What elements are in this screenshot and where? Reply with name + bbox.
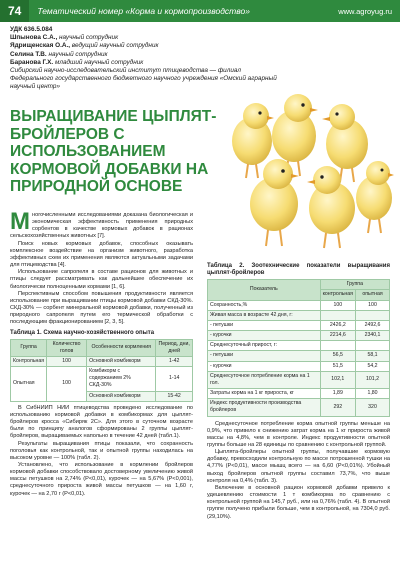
chick-6 <box>356 161 394 233</box>
page-header <box>0 0 400 22</box>
table-row: Затраты корма на 1 кг прироста, кг 1,89 1,80 <box>208 389 390 399</box>
udc-code: УДК 636.5.084 <box>10 26 53 33</box>
paragraph: Цыплята-бройлеры опытной группы, получавшие кормовую добавку, превосходили контрольную по массе потрошенной тушки на 4,77% (P<0,01), массе мышц всего — на 6,60 (P<0,01%). Убойный выход бройлеров опытной группы составил 73,7%, что выше контроля на 0,4% (табл. 3). <box>207 449 390 484</box>
table-row: Опытная 100 Комбикорм с содержанием 2% СКД-30% 1-14 <box>11 367 193 391</box>
table-1-caption: Таблица 1. Схема научно-хозяйственного опыта <box>10 329 155 336</box>
article-title: ВЫРАЩИВАНИЕ ЦЫПЛЯТ-БРОЙЛЕРОВ С ИСПОЛЬЗОВАНИЕМ КОРМОВОЙ ДОБАВКИ НА ПРИРОДНОЙ ОСНОВЕ <box>10 108 217 195</box>
table-row: Контрольная 100 Основной комбикорм 1-42 <box>11 356 193 366</box>
table-row: Среднесуточный прирост, г: <box>208 341 390 351</box>
paragraph: Поиск новых кормовых добавок, способных оказывать комплексное воздействие на организм животного, разработка эффективных схем их применения являются актуальными задачами для птицеводства [4]. <box>10 240 193 269</box>
paragraph: Использование сапропеля в составе рационов для животных и птицы следует рассматривать как дальнейшее обеспечение их биологически полноценными кормами [1, 6]. <box>10 269 193 290</box>
table-row: Живая масса в возрасте 42 дня, г: <box>208 310 390 320</box>
table-row: - петушки 56,5 58,1 <box>208 351 390 361</box>
paragraph: Установлено, что использование в кормлении бройлеров кормовой добавки способствовало достоверному увеличению живой массы петушков на 2,74% (P<0,01), курочек — на 5,67% (P<0,001), среднесуточного прироста живой массы петушков — на 1,60 г, курочек — на 2,70 г (P<0,01). <box>10 462 193 497</box>
drop-cap: М <box>10 208 30 235</box>
journal-title: Тематический номер «Корма и кормопроизводство» <box>37 6 250 16</box>
intro-paragraph: Многочисленными исследованиями доказана биологическая и экономическая эффективность применения природных сорбентов в качестве кормовых добавок в рационах сельскохозяйственных животных [7]. <box>10 208 193 240</box>
paragraph: Среднесуточное потребление корма опытной группы меньше на 0,9%, что привело к снижению затрат корма на 1 кг прироста живой массы на 4,8%, чем в контроле. Индекс продуктивности опытной группы больше на 28 единицы по сравнению с контрольной группой. <box>207 420 390 448</box>
table-row: Среднесуточное потребление корма на 1 гол. 102,1 101,2 <box>208 371 390 388</box>
table-row: - курочки 2214,6 2340,1 <box>208 331 390 341</box>
affiliation: Сибирский научно-исследовательский институт птицеводства — филиал Федерального государственного бюджетного научного учреждения «Омский аграрный научный центр» <box>10 67 277 91</box>
table-2-zootechnical-indicators: Показатель Группа контрольная опытная Сохранность,% 100 100 Живая масса в возрасте 42 дня, г: - петушки 2426,2 2492,6 - курочки 2214,6 2340,1 Среднесуточный прирост, г: - петушки 56,5 58,1 - курочки 51,5 54,2 Среднесуточное потребление корма на 1 гол. 102,1 101,2 Затраты корма на 1 кг прироста, кг 1,89 1,80 Индекс продуктивности производства бройлеров 292 320 <box>207 279 390 416</box>
author-line: Шпынова С.А., научный сотрудник <box>10 34 119 42</box>
paragraph: Включение в основной рацион кормовой добавки привело к удешевлению стоимости 1 т комбикорма по сравнению с контрольной группой на 145,7 руб., или на 0,76% (табл. 4). В опытной группе получено прибыли больше, чем в контрольной, на 7304,0 руб. (29,10%). <box>207 484 390 520</box>
broiler-chicks-photo <box>222 86 394 256</box>
author-line: Ядрищенская О.А., ведущий научный сотрудник <box>10 42 159 50</box>
paragraph: Перспективным способом повышения продуктивности является использование при выращивании птицы кормовой добавки СКД-30%. СКД-30% — сорбент минеральной кормовой добавки, полученный из природного сапропеля путем его термической обработки с последующим фракционированием [2, 3, 5]. <box>10 290 193 326</box>
table-row: Сохранность,% 100 100 <box>208 300 390 310</box>
paragraph: Результаты выращивания птицы показали, что сохранность поголовья как контрольной, так и опытной группы находилась на высоком уровне — 100% (табл. 2). <box>10 440 193 461</box>
chick-5 <box>307 166 355 248</box>
article-column-right <box>207 263 390 521</box>
author-line: Баранова Г.Х. младший научный сотрудник <box>10 58 144 66</box>
article-column-left <box>10 208 193 498</box>
table-row: - курочки 51,5 54,2 <box>208 361 390 371</box>
table-1-experiment-scheme: Группа Количество голов Особенности кормления Период, дни, дней Контрольная 100 Основной комбикорм 1-42 Опытная 100 Комбикорм с содержанием 2% СКД-30% 1-14 Основной комбикорм 15-42 <box>10 339 193 402</box>
table-2-caption: Таблица 2. Зоотехнические показатели выращивания цыплят-бройлеров <box>207 263 390 277</box>
table-row: Основной комбикорм 15-42 <box>11 391 193 401</box>
paragraph: В СибНИИП НИИ птицеводства проведено исследование по использованию кормовой добавки в комбикормах для цыплят-бройлеров кросса «Сибиряк 2С». Для этого в суточном возрасте были по принципу аналогов сформированы 2 группы цыплят-бройлеров, выращиваемых напольно в течение 42 дней (табл.1). <box>10 404 193 440</box>
journal-site-link[interactable]: www.agroyug.ru <box>338 6 392 16</box>
table-row: Индекс продуктивности производства бройлеров 292 320 <box>208 399 390 416</box>
page-number: 74 <box>0 0 29 22</box>
author-line: Селина Т.В. научный сотрудник <box>10 50 108 58</box>
table-row: - петушки 2426,2 2492,6 <box>208 320 390 330</box>
article-meta <box>10 26 280 92</box>
